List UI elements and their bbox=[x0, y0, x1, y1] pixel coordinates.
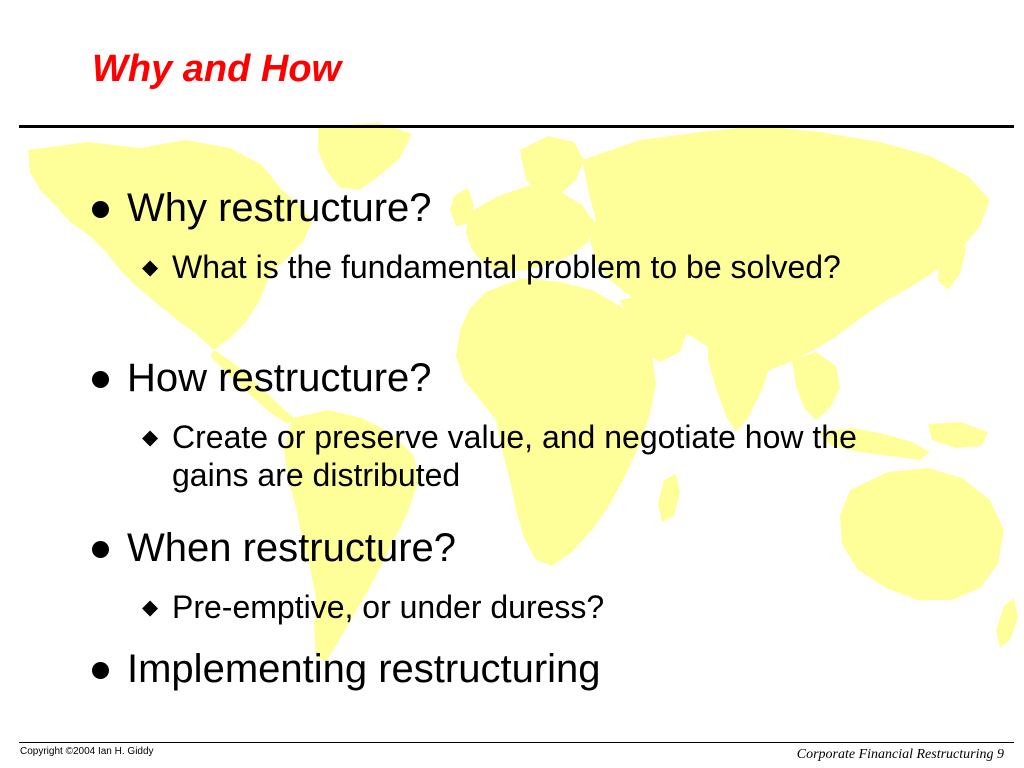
round-bullet-icon bbox=[92, 541, 109, 558]
diamond-bullet-icon: ◆ bbox=[142, 595, 159, 619]
bullet-item-why: Why restructure? bbox=[127, 186, 432, 230]
sub-bullet-why: What is the fundamental problem to be solved? bbox=[172, 249, 841, 285]
copyright-notice: Copyright ©2004 Ian H. Giddy bbox=[20, 746, 154, 757]
bullet-item-when: When restructure? bbox=[127, 526, 457, 570]
sub-bullet-how: Create or preserve value, and negotiate how the gains are distributed bbox=[172, 419, 857, 493]
slide-title: Why and How bbox=[92, 48, 342, 90]
bullet-item-how: How restructure? bbox=[127, 356, 432, 400]
slide-footer-course-page: Corporate Financial Restructuring 9 bbox=[796, 747, 1004, 762]
round-bullet-icon bbox=[92, 201, 109, 218]
bullet-item-implementing: Implementing restructuring bbox=[127, 647, 601, 691]
round-bullet-icon bbox=[92, 371, 109, 388]
sub-bullet-when: Pre-emptive, or under duress? bbox=[172, 589, 605, 625]
round-bullet-icon bbox=[92, 662, 109, 679]
footer-divider bbox=[19, 742, 1014, 743]
diamond-bullet-icon: ◆ bbox=[142, 255, 159, 279]
diamond-bullet-icon: ◆ bbox=[142, 425, 159, 449]
